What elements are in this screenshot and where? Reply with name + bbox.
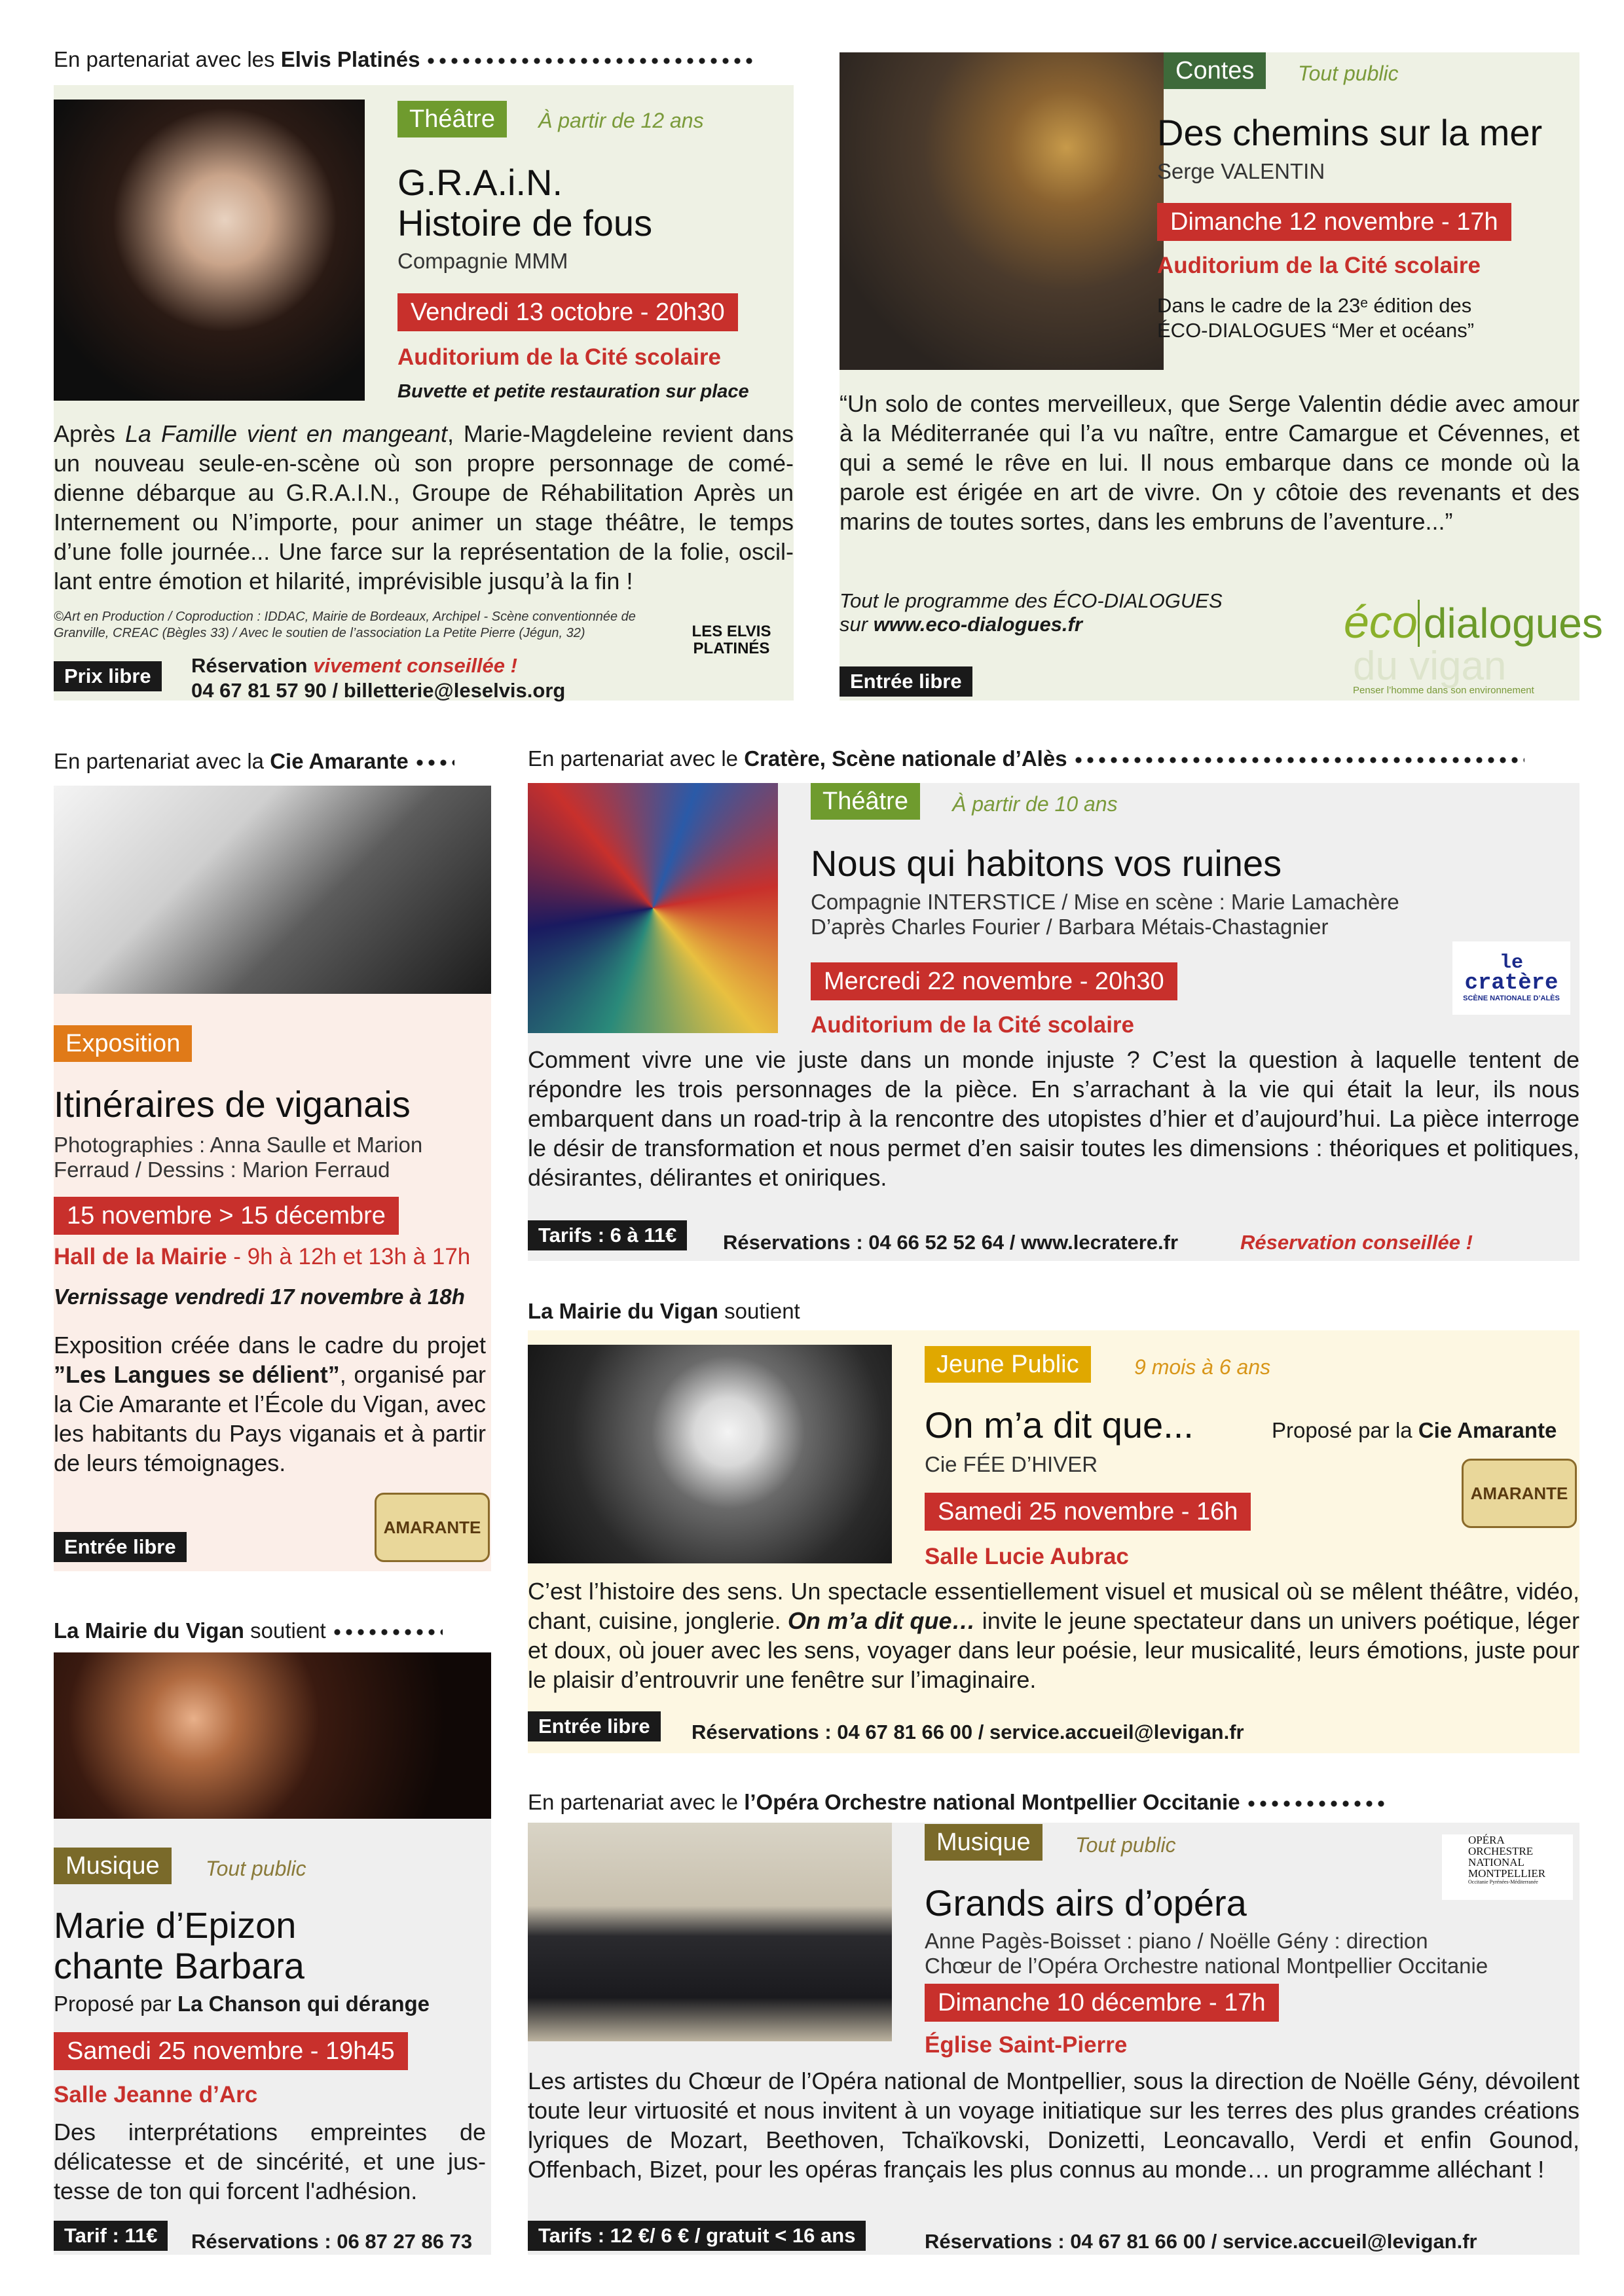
expo-venue-line: [54, 1244, 470, 1270]
ruines-venue: Auditorium de la Cité scolaire: [811, 1012, 1134, 1038]
barbara-proposed-name: La Chanson qui dérange: [177, 1992, 430, 2016]
opera-logo-line4: MONTPELLIER: [1468, 1867, 1546, 1880]
opera-title: Grands airs d’opéra: [925, 1882, 1247, 1923]
grain-reservation: [191, 653, 565, 703]
opera-venue: Église Saint-Pierre: [925, 2032, 1128, 2058]
contes-program-prefix: sur: [840, 613, 874, 636]
grain-resa-contact: 04 67 81 57 90 / billetterie@leselvis.org: [191, 679, 566, 702]
jeune-proposed-name: Cie Amarante: [1418, 1418, 1557, 1442]
barbara-card: [54, 1652, 491, 2255]
ruines-credits: [811, 890, 1399, 939]
barbara-partner-line: [54, 1618, 443, 1643]
partner-prefix: En partenariat avec la: [54, 749, 270, 773]
amarante-logo-text: AMARANTE: [1470, 1483, 1568, 1503]
jeune-date: Samedi 25 novembre - 16h: [925, 1493, 1251, 1531]
barbara-price: Tarif : 11€: [54, 2221, 168, 2251]
grain-resa-note: vivement conseillée !: [313, 654, 517, 677]
grain-photo: [54, 100, 365, 401]
grain-age: À partir de 12 ans: [538, 109, 704, 132]
opera-logo-line2: ORCHESTRE: [1468, 1845, 1534, 1857]
barbara-category-tag: Musique: [54, 1848, 172, 1884]
grain-body-post: , Marie-Magdeleine revient dans un nouveau seule-en-scène où son propre personnage de comédienne débarque au G.R.A.I.N., Groupe de Réhabilitation Après un Internement ou N’importe, pour animer un stage théâtre, le temps d’une folle journée... Une farce sur la représentation de la folie, oscillant entre émotion et hilarité, imprévisible jusqu’à la fin !: [54, 420, 794, 594]
opera-credits-line2: Chœur de l’Opéra Orchestre national Montpellier Occitanie: [925, 1954, 1488, 1978]
barbara-photo: [54, 1652, 491, 1819]
expo-body-pre: Exposition créée dans le cadre du projet: [54, 1332, 486, 1358]
expo-card: [54, 786, 491, 1571]
amarante-logo: [1462, 1459, 1577, 1528]
expo-category-tag: Exposition: [54, 1025, 192, 1062]
dotted-rule: [331, 1629, 443, 1635]
opera-logo: [1442, 1834, 1573, 1900]
ruines-partner-line: [528, 746, 1524, 771]
barbara-venue: Salle Jeanne d’Arc: [54, 2082, 258, 2107]
barbara-resa: Réservations : 06 87 27 86 73: [191, 2230, 473, 2253]
opera-price: Tarifs : 12 €/ 6 € / gratuit < 16 ans: [528, 2221, 866, 2251]
opera-logo-line5: Occitanie Pyrénées-Méditerranée: [1468, 1879, 1538, 1885]
dotted-rule: [414, 759, 454, 766]
grain-body-ital: La Famille vient en mangeant: [124, 420, 447, 447]
partner-prefix: En partenariat avec les: [54, 47, 281, 71]
grain-resa-label: Réservation: [191, 654, 308, 677]
expo-credits: [54, 1133, 422, 1182]
ruines-title: Nous qui habitons vos ruines: [811, 843, 1282, 884]
barbara-title-line1: Marie d’Epizon: [54, 1904, 297, 1946]
opera-photo: [528, 1823, 892, 2041]
jeune-age: 9 mois à 6 ans: [1134, 1355, 1271, 1379]
eco-logo-vigan: du vigan: [1353, 644, 1507, 689]
barbara-age: Tout public: [206, 1857, 306, 1880]
dotted-rule: [1246, 1800, 1390, 1807]
opera-body: Les artistes du Chœur de l’Opéra national de Montpellier, sous la direction de Noëlle Gény, dévoilent toute leur virtuosité et nous invitent à un voyage initiatique sur les terres des plus grandes créations lyriques de Mozart, Beethoven, Tchaïkovski, Donizetti, Leoncavallo, Verdi et enfin Gounod, Offenbach, Bizet, pour les opéras français les plus connus au monde… un programme alléchant !: [528, 2068, 1579, 2183]
elvis-logo: [682, 589, 781, 691]
jeune-card: [528, 1330, 1579, 1753]
grain-title: [397, 162, 652, 244]
partner-name: Cratère, Scène nationale d’Alès: [744, 746, 1067, 771]
elvis-logo-text: LES ELVIS PLATINÉS: [692, 622, 771, 657]
partner-name: La Mairie du Vigan: [54, 1618, 244, 1643]
contes-card: [840, 52, 1603, 701]
amarante-logo-text: AMARANTE: [383, 1517, 481, 1537]
eco-logo-tagline: Penser l’homme dans son environnement: [1353, 685, 1534, 696]
ruines-resa: Réservations : 04 66 52 52 64 / www.lecratere.fr: [723, 1231, 1179, 1254]
grain-category-tag: Théâtre: [397, 101, 507, 137]
expo-photo: [54, 786, 491, 994]
contes-venue: Auditorium de la Cité scolaire: [1157, 253, 1481, 278]
ruines-photo: [528, 783, 778, 1033]
opera-logo-line3: NATIONAL: [1468, 1856, 1524, 1868]
ruines-card: [528, 783, 1579, 1261]
jeune-partner-line: [528, 1299, 800, 1324]
contes-program-url[interactable]: www.eco-dialogues.fr: [873, 613, 1082, 636]
grain-partner-line: [54, 47, 752, 72]
contes-age: Tout public: [1298, 62, 1399, 85]
expo-body: [54, 1330, 486, 1478]
opera-category-tag: Musique: [925, 1824, 1043, 1861]
partner-prefix: En partenariat avec le: [528, 1790, 745, 1814]
grain-company: Compagnie MMM: [397, 249, 568, 273]
contes-price: Entrée libre: [840, 666, 972, 697]
contes-body: “Un solo de contes merveilleux, que Serge Valentin dédie avec amour à la Méditerranée qui l’a vu naître, entre Camargue et Cévennes, et qui a semé le rêve en lui. Il nous embarque dans ce monde où la parole est érigée en art de vivre. On y côtoie des revenants et des marins de toutes sortes, dans les embruns de l’aventure...”: [840, 390, 1579, 535]
expo-price: Entrée libre: [54, 1532, 187, 1562]
contes-program: [840, 589, 1223, 636]
jeune-photo: [528, 1345, 892, 1563]
opera-logo-line1: OPÉRA: [1468, 1834, 1505, 1846]
ruines-age: À partir de 10 ans: [952, 792, 1118, 816]
opera-credits-line1: Anne Pagès-Boisset : piano / Noëlle Gény : direction: [925, 1929, 1428, 1953]
cratere-logo-name: cratère: [1464, 971, 1559, 996]
eco-logo-dialogues: dialogues: [1418, 600, 1603, 647]
expo-body-bold: ”Les Langues se délient”: [54, 1361, 340, 1388]
ruines-date: Mercredi 22 novembre - 20h30: [811, 962, 1177, 1000]
expo-partner-line: [54, 749, 454, 774]
ruines-credits-line1: Compagnie INTERSTICE / Mise en scène : Marie Lamachère: [811, 890, 1399, 914]
grain-price: Prix libre: [54, 661, 162, 691]
jeune-proposed: [1272, 1418, 1557, 1443]
contes-artist: Serge VALENTIN: [1157, 159, 1325, 183]
barbara-title: [54, 1905, 304, 1986]
cratere-logo-sub: SCÈNE NATIONALE D’ALÈS: [1463, 994, 1560, 1002]
jeune-body-post: invite le jeune spectateur dans un univers poétique, léger et doux, où jouer avec les sens, voyager dans leur poésie, leur musicalité, leurs émotions, juste pour le plaisir d’entrouvrir une fenêtre sur l’imaginaire.: [528, 1607, 1580, 1693]
barbara-date: Samedi 25 novembre - 19h45: [54, 2032, 408, 2070]
barbara-title-line2: chante Barbara: [54, 1945, 304, 1986]
contes-photo: [840, 52, 1164, 370]
grain-body: [54, 419, 794, 596]
dotted-rule: [1073, 757, 1524, 763]
jeune-body-pre: C’est l’histoire des sens. Un spectacle essentiellement visuel et musical où se mêlent théâtre, vidéo, chant, cuisine, jonglerie.: [528, 1578, 1579, 1634]
opera-card: [528, 1823, 1579, 2255]
opera-resa: Réservations : 04 67 81 66 00 / service.accueil@levigan.fr: [925, 2230, 1477, 2253]
expo-body-post: , organisé par la Cie Amarante et l’École du Vigan, avec les habitants du Pays viganais et à partir de leurs témoignages.: [54, 1361, 486, 1476]
barbara-proposed-prefix: Proposé par: [54, 1992, 177, 2016]
partner-suffix: soutient: [244, 1618, 326, 1643]
jeune-resa: Réservations : 04 67 81 66 00 / service.accueil@levigan.fr: [692, 1721, 1244, 1743]
amarante-logo: [375, 1493, 490, 1562]
jeune-title: On m’a dit que...: [925, 1404, 1194, 1446]
jeune-body: [528, 1576, 1579, 1694]
expo-hours: - 9h à 12h et 13h à 17h: [227, 1244, 471, 1269]
opera-date: Dimanche 10 décembre - 17h: [925, 1984, 1279, 2022]
eco-logo-eco: éco: [1344, 596, 1418, 647]
cratere-logo-le: le: [1499, 952, 1523, 974]
grain-venue: Auditorium de la Cité scolaire: [397, 344, 721, 370]
grain-card: [54, 85, 794, 701]
eco-dialogues-logo: [1344, 596, 1603, 696]
contes-context-line1: Dans le cadre de la 23ᵉ édition des: [1157, 294, 1472, 317]
ruines-price: Tarifs : 6 à 11€: [528, 1220, 687, 1250]
expo-credits-line2: Ferraud / Dessins : Marion Ferraud: [54, 1157, 390, 1182]
grain-body-pre: Après: [54, 420, 125, 447]
opera-credits: [925, 1929, 1488, 1978]
ruines-body: Comment vivre une vie juste dans un monde injuste ? C’est la question à laquelle tentent de répondre les trois personnages de la pièce. En s’arrachant à la vie qui était la leur, ils nous embarquent dans un road-trip à la rencontre des utopistes d’hier et d’aujourd’hui. La pièce interroge le désir de transformation et nous permet d’en saisir toutes les dimensions : théoriques et politiques, désirantes, délirantes et oniriques.: [528, 1046, 1579, 1191]
partner-name: La Mairie du Vigan: [528, 1299, 718, 1323]
jeune-price: Entrée libre: [528, 1711, 661, 1741]
expo-credits-line1: Photographies : Anna Saulle et Marion: [54, 1133, 423, 1157]
contes-title: Des chemins sur la mer: [1157, 112, 1543, 153]
opera-age: Tout public: [1075, 1833, 1176, 1857]
ruines-credits-line2: D’après Charles Fourier / Barbara Métais-Chastagnier: [811, 915, 1329, 939]
ruines-resa-note: Réservation conseillée !: [1240, 1231, 1473, 1254]
grain-credits: ©Art en Production / Coproduction : IDDAC, Mairie de Bordeaux, Archipel - Scène conventionnée de Granville, CREAC (Bègles 33) / Avec le soutien de l’association La Petite Pierre (Jégun, 32): [54, 610, 636, 640]
contes-program-line1: Tout le programme des ÉCO-DIALOGUES: [840, 589, 1223, 612]
ruines-category-tag: Théâtre: [811, 783, 920, 820]
expo-venue: Hall de la Mairie: [54, 1244, 227, 1269]
jeune-body-em: On m’a dit que…: [787, 1607, 976, 1634]
jeune-company: Cie FÉE D’HIVER: [925, 1452, 1098, 1476]
contes-context-line2: ÉCO-DIALOGUES “Mer et océans”: [1157, 319, 1475, 342]
partner-name: Cie Amarante: [270, 749, 409, 773]
barbara-proposed: [54, 1992, 430, 2016]
partner-suffix: soutient: [718, 1299, 800, 1323]
contes-context: [1157, 293, 1474, 343]
grain-title-line2: Histoire de fous: [397, 202, 653, 244]
expo-vernissage: Vernissage vendredi 17 novembre à 18h: [54, 1285, 465, 1309]
partner-prefix: En partenariat avec le: [528, 746, 745, 771]
barbara-body: Des interprétations empreintes de délicatesse et de sincérité, et une justesse de ton qui forcent l'adhésion.: [54, 2119, 486, 2204]
grain-date: Vendredi 13 octobre - 20h30: [397, 293, 738, 331]
dotted-rule: [425, 58, 752, 64]
cratere-logo: [1452, 941, 1570, 1015]
contes-category-tag: Contes: [1164, 52, 1266, 89]
jeune-venue: Salle Lucie Aubrac: [925, 1544, 1129, 1569]
expo-title: Itinéraires de viganais: [54, 1084, 411, 1125]
expo-date: 15 novembre > 15 décembre: [54, 1197, 399, 1235]
jeune-category-tag: Jeune Public: [925, 1346, 1091, 1383]
partner-name: l’Opéra Orchestre national Montpellier Occitanie: [744, 1790, 1240, 1814]
grain-note: Buvette et petite restauration sur place: [397, 381, 749, 402]
grain-title-line1: G.R.A.i.N.: [397, 162, 563, 203]
jeune-proposed-prefix: Proposé par la: [1272, 1418, 1418, 1442]
partner-name: Elvis Platinés: [280, 47, 420, 71]
contes-date: Dimanche 12 novembre - 17h: [1157, 203, 1511, 241]
opera-partner-line: [528, 1790, 1390, 1815]
